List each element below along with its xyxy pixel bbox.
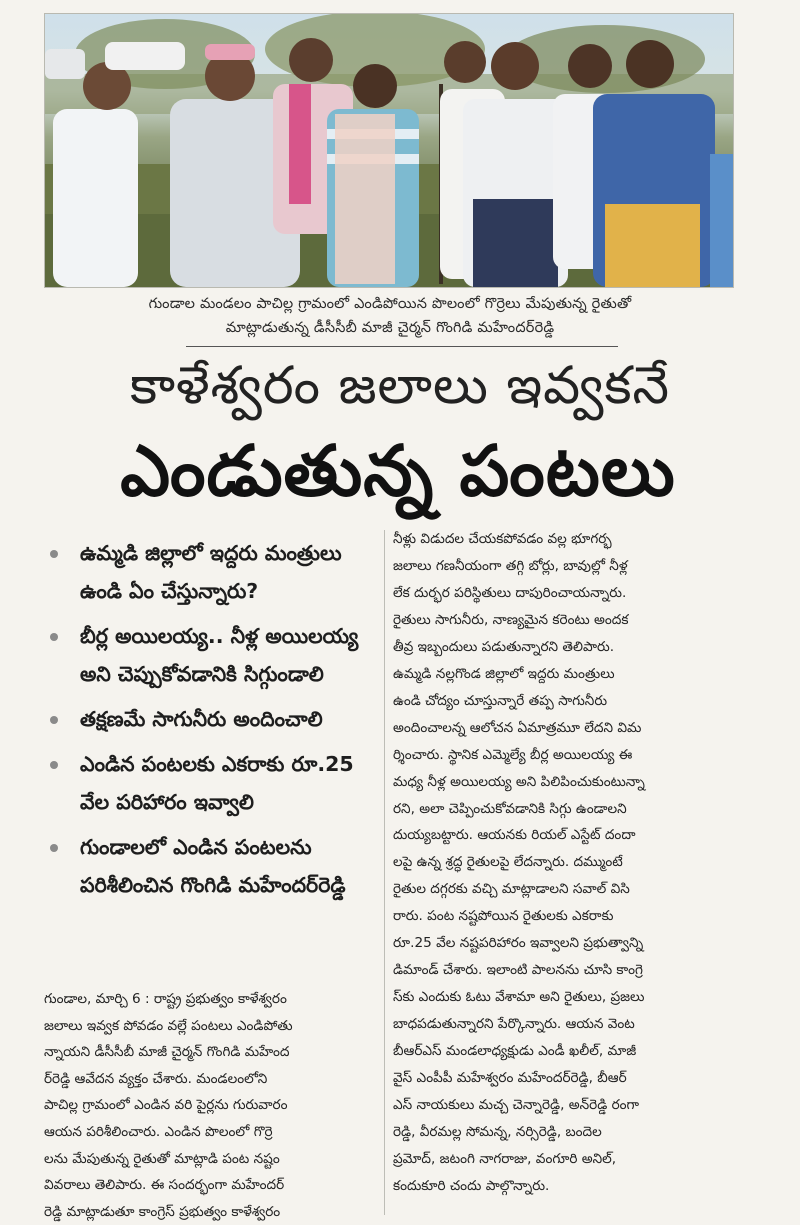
body-line: ఆయన పరిశీలించారు. ఎండిన పొలంలో గొర్రె bbox=[44, 1123, 273, 1140]
body-line: బాధపడుతున్నారని పేర్కొన్నారు. ఆయన వెంట bbox=[393, 1016, 635, 1033]
news-photo bbox=[44, 13, 734, 288]
bullet-text: బీర్ల అయిలయ్య.. నీళ్ల అయిలయ్య అని చెప్పుకోవడానికి సిగ్గుండాలి bbox=[80, 624, 359, 686]
caption-divider bbox=[186, 346, 618, 347]
article-body-left bbox=[44, 986, 380, 1225]
body-line: రెడ్డి మాట్లాడుతూ కాంగ్రెస్ ప్రభుత్వం కాళేశ్వరం bbox=[44, 1203, 281, 1220]
body-line: లేక దుర్భర పరిస్థితులు దాపురించాయన్నారు. bbox=[393, 584, 627, 601]
bullet-dot-icon bbox=[50, 550, 58, 558]
body-line: రని, అలా చెప్పించుకోవడానికి సిగ్గు ఉండాలని bbox=[393, 800, 627, 817]
bullet-dot-icon bbox=[50, 761, 58, 769]
bullet-dot-icon bbox=[50, 844, 58, 852]
body-line: ర్శించారు. స్థానిక ఎమ్మెల్యే బీర్ల అయిలయ్య ఈ bbox=[393, 746, 633, 763]
body-line: ఉండి చోద్యం చూస్తున్నారే తప్ప సాగునీరు bbox=[393, 692, 608, 709]
highlight-bullets bbox=[44, 534, 380, 911]
bullet-text: ఎండిన పంటలకు ఎకరాకు రూ.25 వేల పరిహారం ఇవ్వాలి bbox=[80, 752, 354, 814]
photo-caption bbox=[60, 292, 720, 340]
body-line: స్‌కు ఎందుకు ఓటు వేశామా అని రైతులు, ప్రజలు bbox=[393, 989, 645, 1006]
headline-line-2: ఎండుతున్న పంటలు bbox=[120, 430, 676, 512]
body-line: ర్‌రెడ్డి ఆవేదన వ్యక్తం చేశారు. మండలంలోని bbox=[44, 1070, 268, 1087]
body-line: దుయ్యబట్టారు. ఆయనకు రియల్ ఎస్టేట్ దందా bbox=[393, 827, 636, 844]
body-line: రారు. పంట నష్టపోయిన రైతులకు ఎకరాకు bbox=[393, 908, 614, 925]
body-line: మధ్య నీళ్ల అయిలయ్య అని పిలిపించుకుంటున్నా bbox=[393, 773, 645, 790]
article-body-right bbox=[393, 526, 738, 1200]
bullet-item bbox=[44, 700, 380, 738]
body-line: డిమాండ్ చేశారు. ఇలాంటి పాలనను చూసి కాంగ్రె bbox=[393, 962, 643, 979]
bullet-item bbox=[44, 534, 380, 610]
body-line: రూ.25 వేల నష్టపరిహారం ఇవ్వాలని ప్రభుత్వాన్ని bbox=[393, 935, 644, 952]
bullet-item bbox=[44, 828, 380, 904]
body-line: ఎస్ నాయకులు మచ్చ చెన్నారెడ్డి, అన్‌రెడ్డి రంగా bbox=[393, 1097, 640, 1114]
bullet-text: తక్షణమే సాగునీరు అందించాలి bbox=[80, 707, 323, 731]
body-line: రెడ్డి, వీరమల్ల సోమన్న, నర్సిరెడ్డి, బందెల bbox=[393, 1123, 602, 1140]
body-line: లపై ఉన్న శ్రద్ధ రైతులపై లేదన్నారు. దమ్ముంటే bbox=[393, 854, 623, 871]
body-line: వివరాలు తెలిపారు. ఈ సందర్భంగా మహేందర్ bbox=[44, 1177, 285, 1194]
body-line: నీళ్లు విడుదల చేయకపోవడం వల్ల భూగర్భ bbox=[393, 531, 612, 547]
headline-line-1: కాళేశ్వరం జలాలు ఇవ్వకనే bbox=[129, 356, 671, 416]
body-line: లను మేపుతున్న రైతుతో మాట్లాడి పంట నష్టం bbox=[44, 1150, 280, 1167]
body-line: బీఆర్ఎస్ మండలాధ్యక్షుడు ఎండీ ఖలీల్, మాజీ bbox=[393, 1043, 637, 1060]
news-photo-illustration bbox=[45, 14, 733, 287]
bullet-item bbox=[44, 617, 380, 693]
body-line: తీవ్ర ఇబ్బందులు పడుతున్నారని తెలిపారు. bbox=[393, 638, 615, 655]
body-line: ఉమ్మడి నల్లగొండ జిల్లాలో ఇద్దరు మంత్రులు bbox=[393, 665, 615, 682]
bullet-item bbox=[44, 745, 380, 821]
body-line: రైతుల దగ్గరకు వచ్చి మాట్లాడాలని సవాల్ విసి bbox=[393, 881, 630, 898]
body-line: ప్రమోద్, జటంగి నాగరాజు, వంగూరి అనిల్, bbox=[393, 1150, 617, 1167]
bullet-dot-icon bbox=[50, 716, 58, 724]
body-line: గుండాల, మార్చి 6 : రాష్ట్ర ప్రభుత్వం కాళేశ్వరం bbox=[44, 991, 287, 1007]
photo-caption-line-1: గుండాల మండలం పాచిల్ల గ్రామంలో ఎండిపోయిన పొలంలో గొర్రెలు మేపుతున్న రైతుతో bbox=[148, 296, 632, 312]
bullet-dot-icon bbox=[50, 633, 58, 641]
body-line: న్నాయని డీసీసీబీ మాజీ చైర్మన్ గొంగిడి మహేంద bbox=[44, 1044, 290, 1061]
column-divider bbox=[384, 530, 385, 1215]
body-line: కందుకూరి చందు పాల్గొన్నారు. bbox=[393, 1177, 550, 1194]
body-line: అందించాలన్న ఆలోచన ఏమాత్రమూ లేదని విమ bbox=[393, 719, 642, 736]
bullet-text: ఉమ్మడి జిల్లాలో ఇద్దరు మంత్రులు ఉండి ఏం చేస్తున్నారు? bbox=[80, 541, 342, 603]
body-line: రైతులు సాగునీరు, నాణ్యమైన కరెంటు అందక bbox=[393, 611, 629, 628]
body-line: జలాలు గణనీయంగా తగ్గి బోర్లు, బావుల్లో నీళ్ల bbox=[393, 557, 628, 574]
body-line: జలాలు ఇవ్వక పోవడం వల్లే పంటలు ఎండిపోతు bbox=[44, 1017, 293, 1034]
bullet-text: గుండాలలో ఎండిన పంటలను పరిశీలించిన గొంగిడి మహేందర్‌రెడ్డి bbox=[80, 835, 346, 897]
body-line: పాచిల్ల గ్రామంలో ఎండిన వరి పైర్లను గురువారం bbox=[44, 1097, 288, 1114]
body-line: వైస్ ఎంపీపీ మహేశ్వరం మహేందర్‌రెడ్డి, బీఆర్ bbox=[393, 1070, 627, 1087]
photo-caption-line-2: మాట్లాడుతున్న డీసీసీబీ మాజీ చైర్మన్ గొంగిడి మహేందర్‌రెడ్డి bbox=[225, 320, 555, 336]
